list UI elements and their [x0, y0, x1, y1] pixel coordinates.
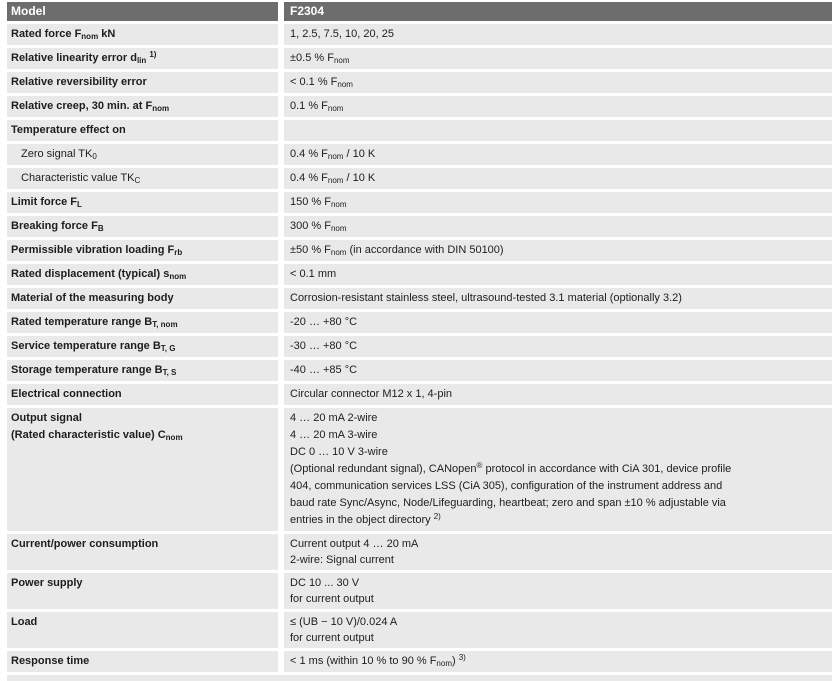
spec-value: < 0.1 % $F_{nom}$ — [290, 76, 353, 89]
spec-value: 150 % $F_{nom}$ — [290, 196, 347, 209]
spec-label-cell — [7, 612, 278, 648]
spec-value: 2-wire: Signal current — [290, 554, 394, 566]
table-header-model-value: F2304 — [284, 2, 832, 21]
spec-label: Limit force $F_L$ — [11, 196, 82, 209]
spec-label: Load — [11, 616, 38, 628]
spec-label-cell — [7, 216, 278, 237]
spec-value-cell — [284, 120, 832, 141]
spec-value-cell — [284, 336, 832, 357]
spec-label-cell — [7, 336, 278, 357]
spec-row — [7, 612, 832, 648]
spec-row — [7, 192, 832, 213]
spec-value-cell — [284, 72, 832, 93]
spec-row — [7, 48, 832, 69]
spec-label: Storage temperature range $B_{T, S}$ — [11, 364, 177, 377]
spec-row — [7, 168, 832, 189]
spec-value: -20 … +80 °C — [290, 316, 358, 328]
spec-value-cell — [284, 216, 832, 237]
spec-label: Temperature effect on — [11, 124, 126, 136]
spec-value-cell — [284, 384, 832, 405]
spec-value-cell — [284, 312, 832, 333]
spec-value: baud rate Sync/Async, Node/Lifeguarding, heartbeat; zero and span ±10 % adjustable via — [290, 497, 726, 509]
spec-label-cell — [7, 312, 278, 333]
spec-label: Service temperature range $B_{T, G}$ — [11, 340, 176, 353]
spec-label-cell — [7, 24, 278, 45]
spec-value-cell — [284, 192, 832, 213]
spec-value: Circular connector M12 x 1, 4-pin — [290, 388, 453, 400]
spec-value: 0.4 % $F_{nom} / 10$ K — [290, 148, 376, 161]
spec-label: Current/power consumption — [11, 538, 159, 550]
spec-row — [7, 408, 832, 531]
spec-label: Rated displacement (typical) $s_{nom}$ — [11, 268, 187, 281]
spec-label: Response time — [11, 655, 90, 667]
partial-next-row-label-cell — [7, 675, 278, 681]
spec-value-cell — [284, 408, 832, 531]
spec-value: for current output — [290, 593, 374, 605]
spec-label: Zero signal $TK_0$ — [21, 148, 97, 161]
spec-label-cell — [7, 408, 278, 531]
spec-value-cell — [284, 612, 832, 648]
spec-value: (Optional redundant signal), CANopen® protocol in accordance with CiA 301, device profile — [290, 461, 732, 475]
spec-label: Permissible vibration loading $F_{rb}$ — [11, 244, 183, 257]
spec-row — [7, 573, 832, 609]
spec-value-cell — [284, 240, 832, 261]
spec-label-cell — [7, 168, 278, 189]
spec-value: Current output 4 … 20 mA — [290, 538, 419, 550]
spec-label: Electrical connection — [11, 388, 122, 400]
spec-label-cell — [7, 288, 278, 309]
spec-label-cell — [7, 651, 278, 672]
spec-value-cell — [284, 264, 832, 285]
spec-value: < 0.1 mm — [290, 268, 337, 280]
spec-value: 4 … 20 mA 2-wire — [290, 412, 378, 424]
spec-label-cell — [7, 573, 278, 609]
spec-value: 1, 2.5, 7.5, 10, 20, 25 — [290, 28, 394, 40]
spec-label-cell — [7, 72, 278, 93]
spec-label-cell — [7, 384, 278, 405]
spec-value: 0.4 % $F_{nom} / 10$ K — [290, 172, 376, 185]
spec-value-cell — [284, 360, 832, 381]
spec-value: 4 … 20 mA 3-wire — [290, 429, 378, 441]
spec-row — [7, 72, 832, 93]
spec-value: < 1 ms (within 10 % to 90 % $F_{nom}$) $^{3)}$ — [290, 653, 466, 668]
spec-value-cell — [284, 24, 832, 45]
spec-label: Rated force $F_{nom}$ kN — [11, 28, 116, 41]
spec-label-cell — [7, 240, 278, 261]
table-header-row — [7, 2, 832, 21]
spec-row — [7, 312, 832, 333]
spec-label: Characteristic value $TK_C$ — [21, 172, 141, 185]
table-header-model: Model — [7, 2, 278, 21]
spec-label: Breaking force $F_B$ — [11, 220, 104, 233]
spec-row — [7, 144, 832, 165]
partial-next-row — [7, 675, 832, 681]
spec-value-cell — [284, 48, 832, 69]
spec-row — [7, 534, 832, 570]
spec-label-cell — [7, 534, 278, 570]
spec-row — [7, 264, 832, 285]
spec-label: Output signal — [11, 412, 82, 424]
spec-value: DC 10 ... 30 V — [290, 577, 360, 589]
spec-label: Rated temperature range $B_{T, nom}$ — [11, 316, 178, 329]
spec-label: Relative reversibility error — [11, 76, 147, 88]
spec-row — [7, 288, 832, 309]
spec-label: Material of the measuring body — [11, 292, 174, 304]
spec-row — [7, 336, 832, 357]
spec-label: Relative creep, 30 min. at $F_{nom}$ — [11, 100, 170, 113]
spec-row — [7, 216, 832, 237]
spec-value: 404, communication services LSS (CiA 305), configuration of the instrument address and — [290, 480, 723, 492]
spec-label-cell — [7, 96, 278, 117]
spec-label-cell — [7, 48, 278, 69]
spec-value-cell — [284, 534, 832, 570]
spec-value: for current output — [290, 632, 374, 644]
spec-value: entries in the object directory $^{2)}$ — [290, 512, 441, 526]
spec-row — [7, 96, 832, 117]
spec-row — [7, 240, 832, 261]
spec-label-cell — [7, 360, 278, 381]
spec-row — [7, 360, 832, 381]
spec-value: ±0.5 % $F_{nom}$ — [290, 52, 350, 65]
spec-row — [7, 651, 832, 672]
spec-value: -30 … +80 °C — [290, 340, 358, 352]
spec-value: Corrosion-resistant stainless steel, ultrasound-tested 3.1 material (optionally 3.2) — [290, 292, 682, 304]
spec-value-cell — [284, 651, 832, 672]
spec-row — [7, 24, 832, 45]
spec-value-cell — [284, 144, 832, 165]
specification-table — [7, 2, 832, 681]
spec-row — [7, 384, 832, 405]
spec-value: DC 0 … 10 V 3-wire — [290, 446, 388, 458]
spec-label-cell — [7, 120, 278, 141]
spec-value: ±50 % $F_{nom}$ (in accordance with DIN 50100) — [290, 244, 504, 257]
spec-value-cell — [284, 96, 832, 117]
spec-value: ≤ (UB − 10 V)/0.024 A — [290, 616, 398, 628]
spec-row — [7, 120, 832, 141]
spec-label-cell — [7, 192, 278, 213]
spec-value: 300 % $F_{nom}$ — [290, 220, 347, 233]
spec-value-cell — [284, 288, 832, 309]
spec-label: (Rated characteristic value) $C_{nom}$ — [11, 429, 183, 442]
spec-label: Power supply — [11, 577, 83, 589]
spec-value: 0.1 % $F_{nom}$ — [290, 100, 344, 113]
spec-rows-container — [7, 24, 832, 672]
spec-value-cell — [284, 573, 832, 609]
spec-value: -40 … +85 °C — [290, 364, 358, 376]
spec-label-cell — [7, 144, 278, 165]
partial-next-row-value-cell — [284, 675, 832, 681]
spec-value-cell — [284, 168, 832, 189]
spec-label-cell — [7, 264, 278, 285]
spec-label: Relative linearity error $d_{lin}$ $^{1)}$ — [11, 50, 157, 65]
